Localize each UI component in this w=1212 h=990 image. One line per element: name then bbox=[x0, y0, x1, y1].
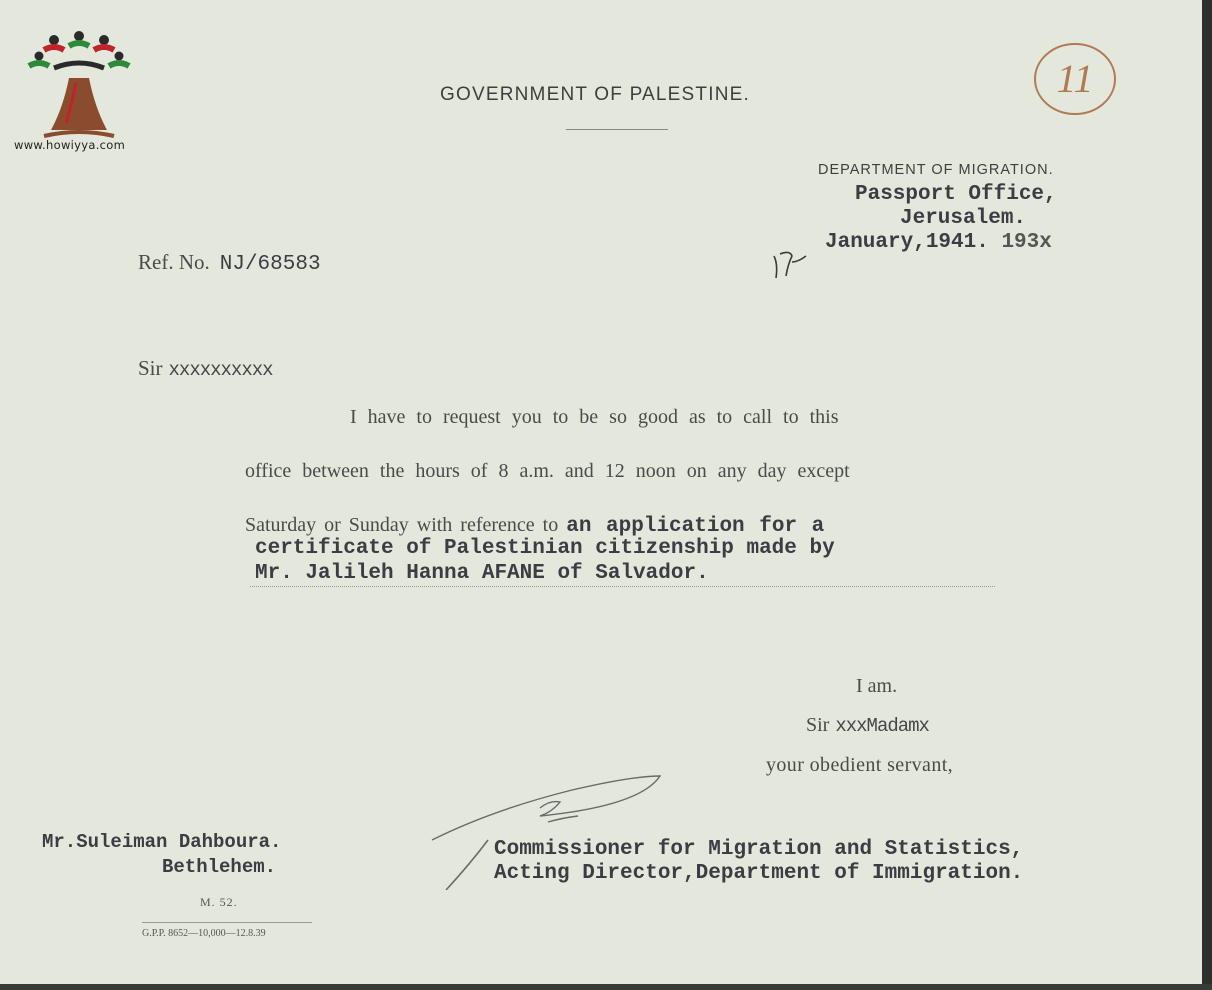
scan-edge-right bbox=[1202, 0, 1212, 990]
addressee-name: Mr.Suleiman Dahboura. bbox=[42, 831, 282, 853]
letter-date bbox=[825, 231, 1052, 254]
salutation bbox=[138, 356, 273, 381]
body-line-3-typed: an application for a bbox=[566, 515, 825, 538]
salutation-text: Sir bbox=[138, 356, 163, 380]
salutation-struck: xxxxxxxxxx bbox=[168, 359, 273, 381]
signatory-title-1: Commissioner for Migration and Statistics, bbox=[494, 838, 1024, 861]
closing-servant: your obedient servant, bbox=[766, 754, 954, 776]
body-line-3-printed: Saturday or Sunday with reference to bbox=[245, 514, 559, 536]
department-name: DEPARTMENT OF MIGRATION. bbox=[818, 162, 1054, 178]
scan-edge-bottom bbox=[0, 984, 1212, 990]
date-year: 1941. bbox=[925, 231, 989, 254]
closing-sir-struck: xxxMadamx bbox=[835, 715, 929, 737]
date-month: January, bbox=[825, 231, 926, 254]
watermark-url: www.howiyya.com bbox=[14, 138, 126, 152]
government-heading: GOVERNMENT OF PALESTINE. bbox=[440, 84, 750, 105]
heading-rule bbox=[566, 129, 668, 130]
reference-number: NJ/68583 bbox=[219, 253, 321, 276]
office-name: Passport Office, bbox=[855, 183, 1057, 206]
body-line-4: certificate of Palestinian citizenship made by bbox=[255, 537, 835, 560]
signatory-title-2: Acting Director,Department of Immigration. bbox=[494, 862, 1024, 885]
body-line-2: office between the hours of 8 a.m. and 12 noon on any day except bbox=[245, 460, 850, 482]
date-struck-year: 193x bbox=[1001, 231, 1052, 254]
folio-number: 11 bbox=[1056, 56, 1094, 101]
form-number: M. 52. bbox=[200, 895, 238, 909]
body-line-1: I have to request you to be so good as to call to this bbox=[350, 406, 839, 428]
closing-sir-text: Sir bbox=[806, 714, 830, 736]
closing-sir bbox=[806, 714, 929, 737]
closing-i-am: I am. bbox=[856, 675, 898, 697]
form-rule bbox=[142, 922, 312, 923]
tree-with-people-logo-icon bbox=[14, 18, 144, 158]
body-line-3 bbox=[245, 514, 824, 538]
body-line-5: Mr. Jalileh Hanna AFANE of Salvador. bbox=[255, 562, 709, 585]
handwritten-initials-icon bbox=[770, 248, 810, 280]
printer-imprint: G.P.P. 8652—10,000—12.8.39 bbox=[142, 928, 266, 939]
reference-label: Ref. No. bbox=[138, 250, 210, 274]
office-city: Jerusalem. bbox=[900, 207, 1027, 230]
folio-number-circle-icon bbox=[1032, 40, 1118, 118]
dotted-fill-line bbox=[250, 586, 995, 587]
reference-line bbox=[138, 250, 321, 276]
addressee-place: Bethlehem. bbox=[162, 856, 277, 878]
